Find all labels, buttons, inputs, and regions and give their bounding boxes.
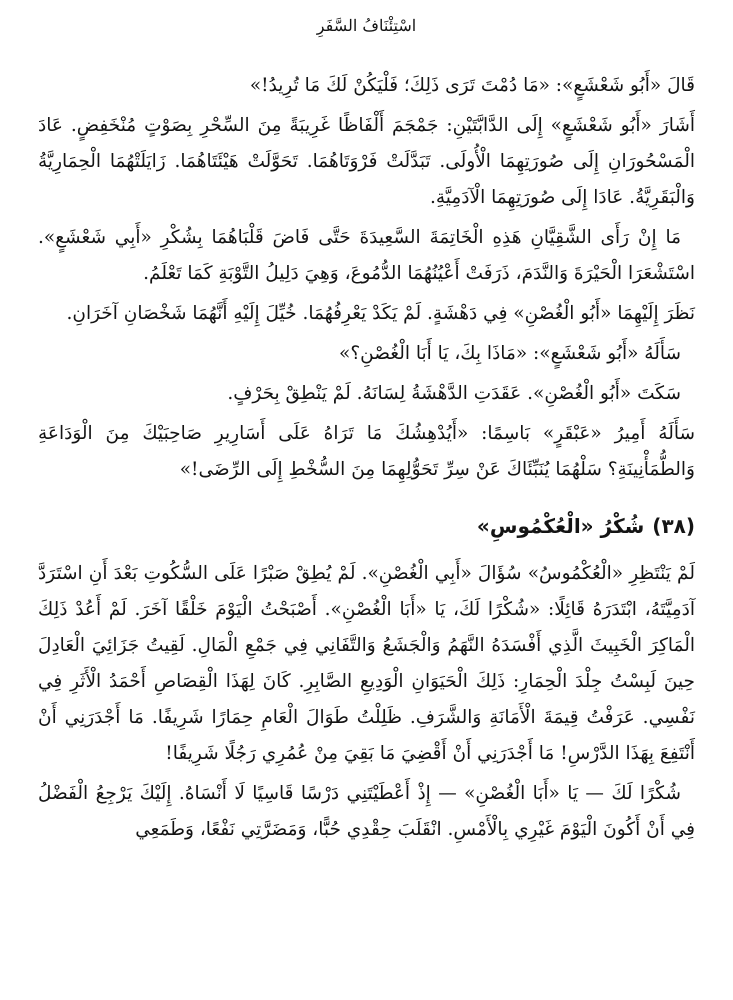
paragraph: نَظَرَ إِلَيْهِمَا «أَبُو الْغُصْنِ» فِي دَهْشَةٍ. لَمْ يَكَدْ يَعْرِفُهُمَا. خُيِّلَ إِلَيْهِ أَنَّهُمَا شَخْصَانِ آخَرَانِ. xyxy=(66,303,695,324)
chapter-title: شُكْرُ «الْعُكْمُوسِ» xyxy=(476,514,645,538)
chapter-heading xyxy=(38,510,695,542)
chapter-number: (٣٨) xyxy=(652,514,695,538)
paragraph: سَكَتَ «أَبُو الْغُصْنِ». عَقَدَتِ الدَّهْشَةُ لِسَانَهُ. لَمْ يَنْطِقْ بِحَرْفٍ. xyxy=(227,383,681,404)
body-text xyxy=(38,68,695,852)
paragraph: شُكْرًا لَكَ — يَا «أَبَا الْغُصْنِ» — إِذْ أَعْطَيْتَنِي دَرْسًا قَاسِيًا لَا أَنْسَاهُ. إِلَيْكَ يَرْجِعُ الْفَضْلُ فِي أَنْ أَكُونَ الْيَوْمَ غَيْرِي بِالْأَمْسِ. انْقَلَبَ حِقْدِي حُبًّا، وَمَضَرَّتِي نَفْعًا، وَطَمَعِي xyxy=(38,783,695,840)
paragraph: سَأَلَهُ أَمِيرُ «عَبْقَرٍ» بَاسِمًا: «أَيُدْهِشُكَ مَا تَرَاهُ عَلَى أَسَارِيرِ صَاحِبَيْكَ مِنَ الْوَدَاعَةِ وَالطُّمَأْنِينَةِ؟ سَلْهُمَا يُنَبِّئَاكَ عَنْ سِرِّ تَحَوُّلِهِمَا مِنَ السُّخْطِ إِلَى الرِّضَى!» xyxy=(38,423,695,480)
paragraph: سَأَلَهُ «أَبُو شَعْشَعٍ»: «مَاذَا بِكَ، يَا أَبَا الْغُصْنِ؟» xyxy=(339,343,681,364)
running-header: اسْتِئْنَافُ السَّفَرِ xyxy=(316,16,417,35)
paragraph: لَمْ يَنْتَظِرِ «الْعُكْمُوسُ» سُؤَالَ «أَبِي الْغُصْنِ». لَمْ يُطِقْ صَبْرًا عَلَى السُّكُوتِ بَعْدَ أَنِ اسْتَرَدَّ آدَمِيَّتَهُ، ابْتَدَرَهُ قَائِلًا: «شُكْرًا لَكَ، يَا «أَبَا الْغُصْنِ». أَصْبَحْتُ الْيَوْمَ خَلْقًا آخَرَ. لَمْ أَعُدْ ذَلِكَ الْمَاكِرَ الْخَبِيثَ الَّذِي أَفْسَدَهُ النَّهَمُ وَالْجَشَعُ وَالتَّفَانِي فِي جَمْعِ الْمَالِ. لَقِيتُ جَزَائِيَ الْعَادِلَ حِينَ لَبِسْتُ جِلْدَ الْحِمَارِ: ذَلِكَ الْحَيَوَانِ الْوَدِيعِ الصَّابِرِ. كَانَ لِهَذَا الْقِصَاصِ أَحْمَدُ الْأَثَرِ فِي نَفْسِي. عَرَفْتُ قِيمَةَ الْأَمَانَةِ وَالشَّرَفِ. ظَلِلْتُ طَوَالَ الْعَامِ حِمَارًا شَرِيفًا. مَا أَجْدَرَنِي أَنْ أَنْتَفِعَ بِهَذَا الدَّرْسِ! مَا أَجْدَرَنِي أَنْ أَقْضِيَ مَا بَقِيَ مِنْ عُمُرِي رَجُلًا شَرِيفًا! xyxy=(38,563,695,764)
paragraph: قَالَ «أَبُو شَعْشَعٍ»: «مَا دُمْتَ تَرَى ذَلِكَ؛ فَلْيَكُنْ لَكَ مَا تُرِيدُ!» xyxy=(249,75,695,96)
paragraph: مَا إِنْ رَأَى الشَّقِيَّانِ هَذِهِ الْخَاتِمَةَ السَّعِيدَةَ حَتَّى فَاضَ قَلْبَاهُمَا بِشُكْرِ «أَبِي شَعْشَعٍ». اسْتَشْعَرَا الْحَيْرَةَ وَالنَّدَمَ، ذَرَفَتْ أَعْيُنُهُمَا الدُّمُوعَ، وَهِيَ دَلِيلُ التَّوْبَةِ كَمَا تَعْلَمُ. xyxy=(38,227,695,284)
paragraph: أَشَارَ «أَبُو شَعْشَعٍ» إِلَى الدَّابَّتَيْنِ: جَمْجَمَ أَلْفَاظًا غَرِيبَةً مِنَ السِّحْرِ بِصَوْتٍ مُنْخَفِضٍ. عَادَ الْمَسْحُورَانِ إِلَى صُورَتِهِمَا الْأُولَى. تَبَدَّلَتْ فَرْوَتَاهُمَا. تَحَوَّلَتْ هَيْئَتَاهُمَا. زَايَلَتْهُمَا الْحِمَارِيَّةُ وَالْبَقَرِيَّةُ. عَادَا إِلَى صُورَتِهِمَا الْآدَمِيَّةِ. xyxy=(38,115,695,208)
